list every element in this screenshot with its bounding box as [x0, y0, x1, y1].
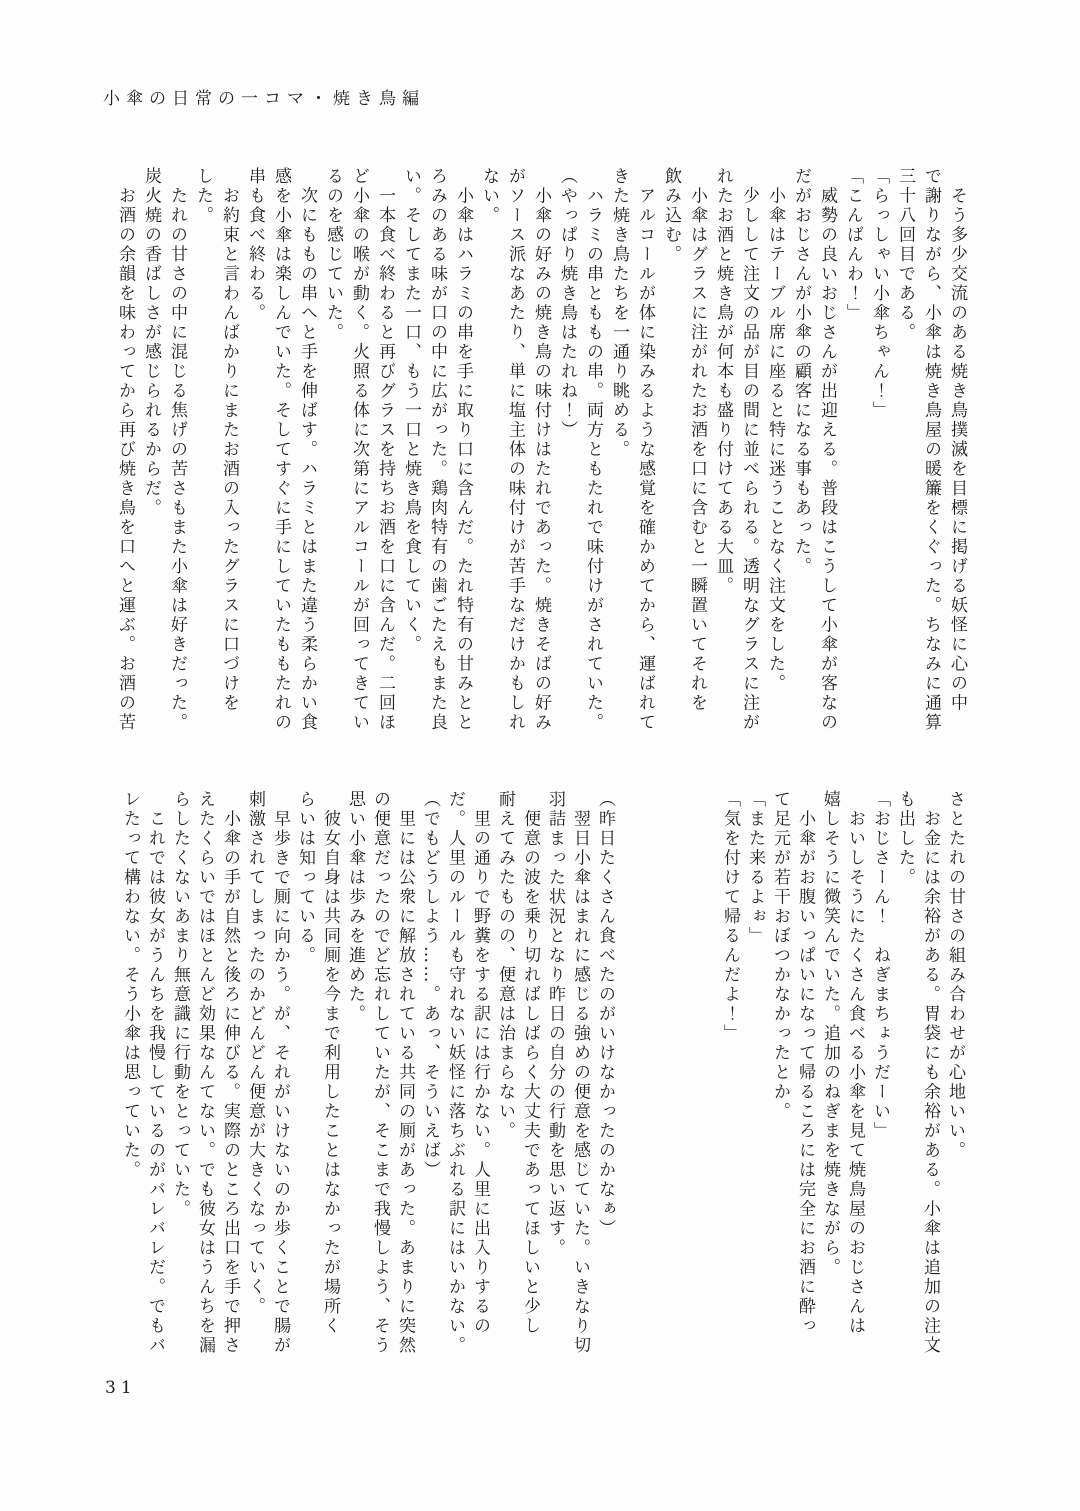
text-column: がソース派なあたり、単に塩主体の味付けが苦手なだけかもしれ [505, 167, 525, 733]
text-column: お酒の余韻を味わってから再び焼き鳥を口へと運ぶ。お酒の苦 [115, 167, 135, 733]
text-column [638, 790, 663, 1380]
text-column: 小傘はグラスに注がれたお酒を口に含むと一瞬置いてそれを [687, 167, 707, 713]
text-column: 早歩きで厠に向かう。が、それがいけないのか歩くことで腸が [270, 790, 290, 1356]
text-column: 小傘の手が自然と後ろに伸びる。実際のところ出口を手で押さ [220, 790, 240, 1356]
text-column: ハラミの串とももの串。両方ともたれで味付けがされていた。 [583, 167, 603, 733]
text-column: ろみのある味が口の中に広がった。鶏肉特有の歯ごたえもまた良 [427, 167, 447, 733]
text-column: 嬉しそうに微笑んでいた。追加のねぎまを焼きながら。 [820, 790, 840, 1278]
text-column: 刺激されてしまったのかどんどん便意が大きくなっていく。 [245, 790, 265, 1317]
text-column: ど小傘の喉が動く。火照る体に次第にアルコールが回ってきてい [349, 167, 369, 733]
text-column: さとたれの甘さの組み合わせが心地いい。 [945, 790, 965, 1161]
text-column [688, 790, 713, 1380]
text-column: だがおじさんが小傘の顧客になる事もあった。 [791, 167, 811, 577]
text-column: たれの甘さの中に混じる焦げの苦さもまた小傘は好きだった。 [167, 167, 187, 733]
text-column: えたくらいではほとんど効果なんてない。でも彼女はうんちを漏 [195, 790, 215, 1356]
text-column: 「こんばんわ！」 [843, 167, 863, 323]
text-column: おいしそうにたくさん食べる小傘を見て焼鳥屋のおじさんは [845, 790, 865, 1336]
text-column: （でもどうしよう……。あっ、そういえば） [420, 790, 440, 1180]
text-column: の便意だったのでど忘れしていたが、そこまで我慢しよう、そう [370, 790, 390, 1356]
text-column: （やっぱり焼き鳥はたれね！） [557, 167, 577, 440]
text-column: 思い小傘は歩みを進めた。 [345, 790, 365, 1024]
text-column: い。そしてまた一口、もう一口と焼き鳥を食していく。 [401, 167, 421, 655]
story-text-block-lower [113, 790, 963, 1380]
text-column [613, 790, 638, 1380]
page-title: 小傘の日常の一コマ・焼き鳥編 [103, 89, 425, 109]
text-column: 小傘はハラミの串を手に取り口に含んだ。たれ特有の甘みとと [453, 167, 473, 733]
text-column: 威勢の良いおじさんが出迎える。普段はこうして小傘が客なの [817, 167, 837, 733]
text-column: 耐えてみたものの、便意は治まらない。 [495, 790, 515, 1141]
text-column: で謝りながら、小傘は焼き鳥屋の暖簾をくぐった。ちなみに通算 [921, 167, 941, 733]
text-column: ない。 [479, 167, 499, 226]
text-column: そう多少交流のある焼き鳥撲滅を目標に掲げる妖怪に心の中 [947, 167, 967, 713]
text-column: 里には公衆に解放されている共同の厠があった。あまりに突然 [395, 790, 415, 1356]
text-column: お約束と言わんばかりにまたお酒の入ったグラスに口づけを [219, 167, 239, 713]
text-column: 炭火焼の香ばしさが感じられるからだ。 [141, 167, 161, 518]
text-column: だ。人里のルールも守れない妖怪に落ちぶれる訳にはいかない。 [445, 790, 465, 1356]
text-column: アルコールが体に染みるような感覚を確かめてから、運ばれて [635, 167, 655, 733]
text-column: お金には余裕がある。胃袋にも余裕がある。小傘は追加の注文 [920, 790, 940, 1356]
text-column: 感を小傘は楽しんでいた。そしてすぐに手にしていたももたれの [271, 167, 291, 733]
story-text-block-upper [107, 167, 965, 767]
text-column: れたお酒と焼き鳥が何本も盛り付けてある大皿。 [713, 167, 733, 596]
text-column: 小傘がお腹いっぱいになって帰るころには完全にお酒に酔っ [795, 790, 815, 1336]
text-column: きた焼き鳥たちを一通り眺める。 [609, 167, 629, 460]
text-column: 「また来るよぉ」 [745, 790, 765, 946]
text-column: これでは彼女がうんちを我慢しているのがバレバレだ。でもバ [145, 790, 165, 1356]
text-column: て足元が若干おぼつかなかったとか。 [770, 790, 790, 1122]
page-number: 31 [105, 1378, 137, 1398]
text-column: 次にももの串へと手を伸ばす。ハラミとはまた違う柔らかい食 [297, 167, 317, 733]
text-column: 「おじさーん！ ねぎまちょうだーい」 [870, 790, 890, 1141]
text-column: るのを感じていた。 [323, 167, 343, 343]
text-column: 彼女自身は共同厠を今まで利用したことはなかったが場所く [320, 790, 340, 1336]
text-column: 「らっしゃい小傘ちゃん！」 [869, 167, 889, 421]
text-column: も出した。 [895, 790, 915, 888]
text-column: した。 [193, 167, 213, 226]
text-column [663, 790, 688, 1380]
text-column: 串も食べ終わる。 [245, 167, 265, 323]
text-column: 小傘の好みの焼き鳥の味付けはたれであった。焼きそばの好み [531, 167, 551, 733]
text-column: （昨日たくさん食べたのがいけなかったのかなぁ） [595, 790, 615, 1239]
text-column: 翌日小傘はまれに感じる強めの便意を感じていた。いきなり切 [570, 790, 590, 1356]
text-column: 「気を付けて帰るんだよ！」 [720, 790, 740, 1044]
text-column: 少しして注文の品が目の間に並べられる。透明なグラスに注が [739, 167, 759, 733]
text-column: 一本食べ終わると再びグラスを持ちお酒を口に含んだ。二回ほ [375, 167, 395, 733]
text-column: らしたくないあまり無意識に行動をとっていた。 [170, 790, 190, 1219]
text-column: 便意の波を乗り切ればしばらく大丈夫であってほしいと少し [520, 790, 540, 1336]
text-column: 飲み込む。 [661, 167, 681, 265]
text-column: 里の通りで野糞をする訳には行かない。人里に出入りするの [470, 790, 490, 1336]
text-column: 三十八回目である。 [895, 167, 915, 343]
text-column: 羽詰まった状況となり昨日の自分の行動を思い返す。 [545, 790, 565, 1258]
text-column: レたって構わない。そう小傘は思っていた。 [120, 790, 140, 1180]
text-column: らいは知っている。 [295, 790, 315, 966]
text-column: 小傘はテーブル席に座ると特に迷うことなく注文をした。 [765, 167, 785, 694]
